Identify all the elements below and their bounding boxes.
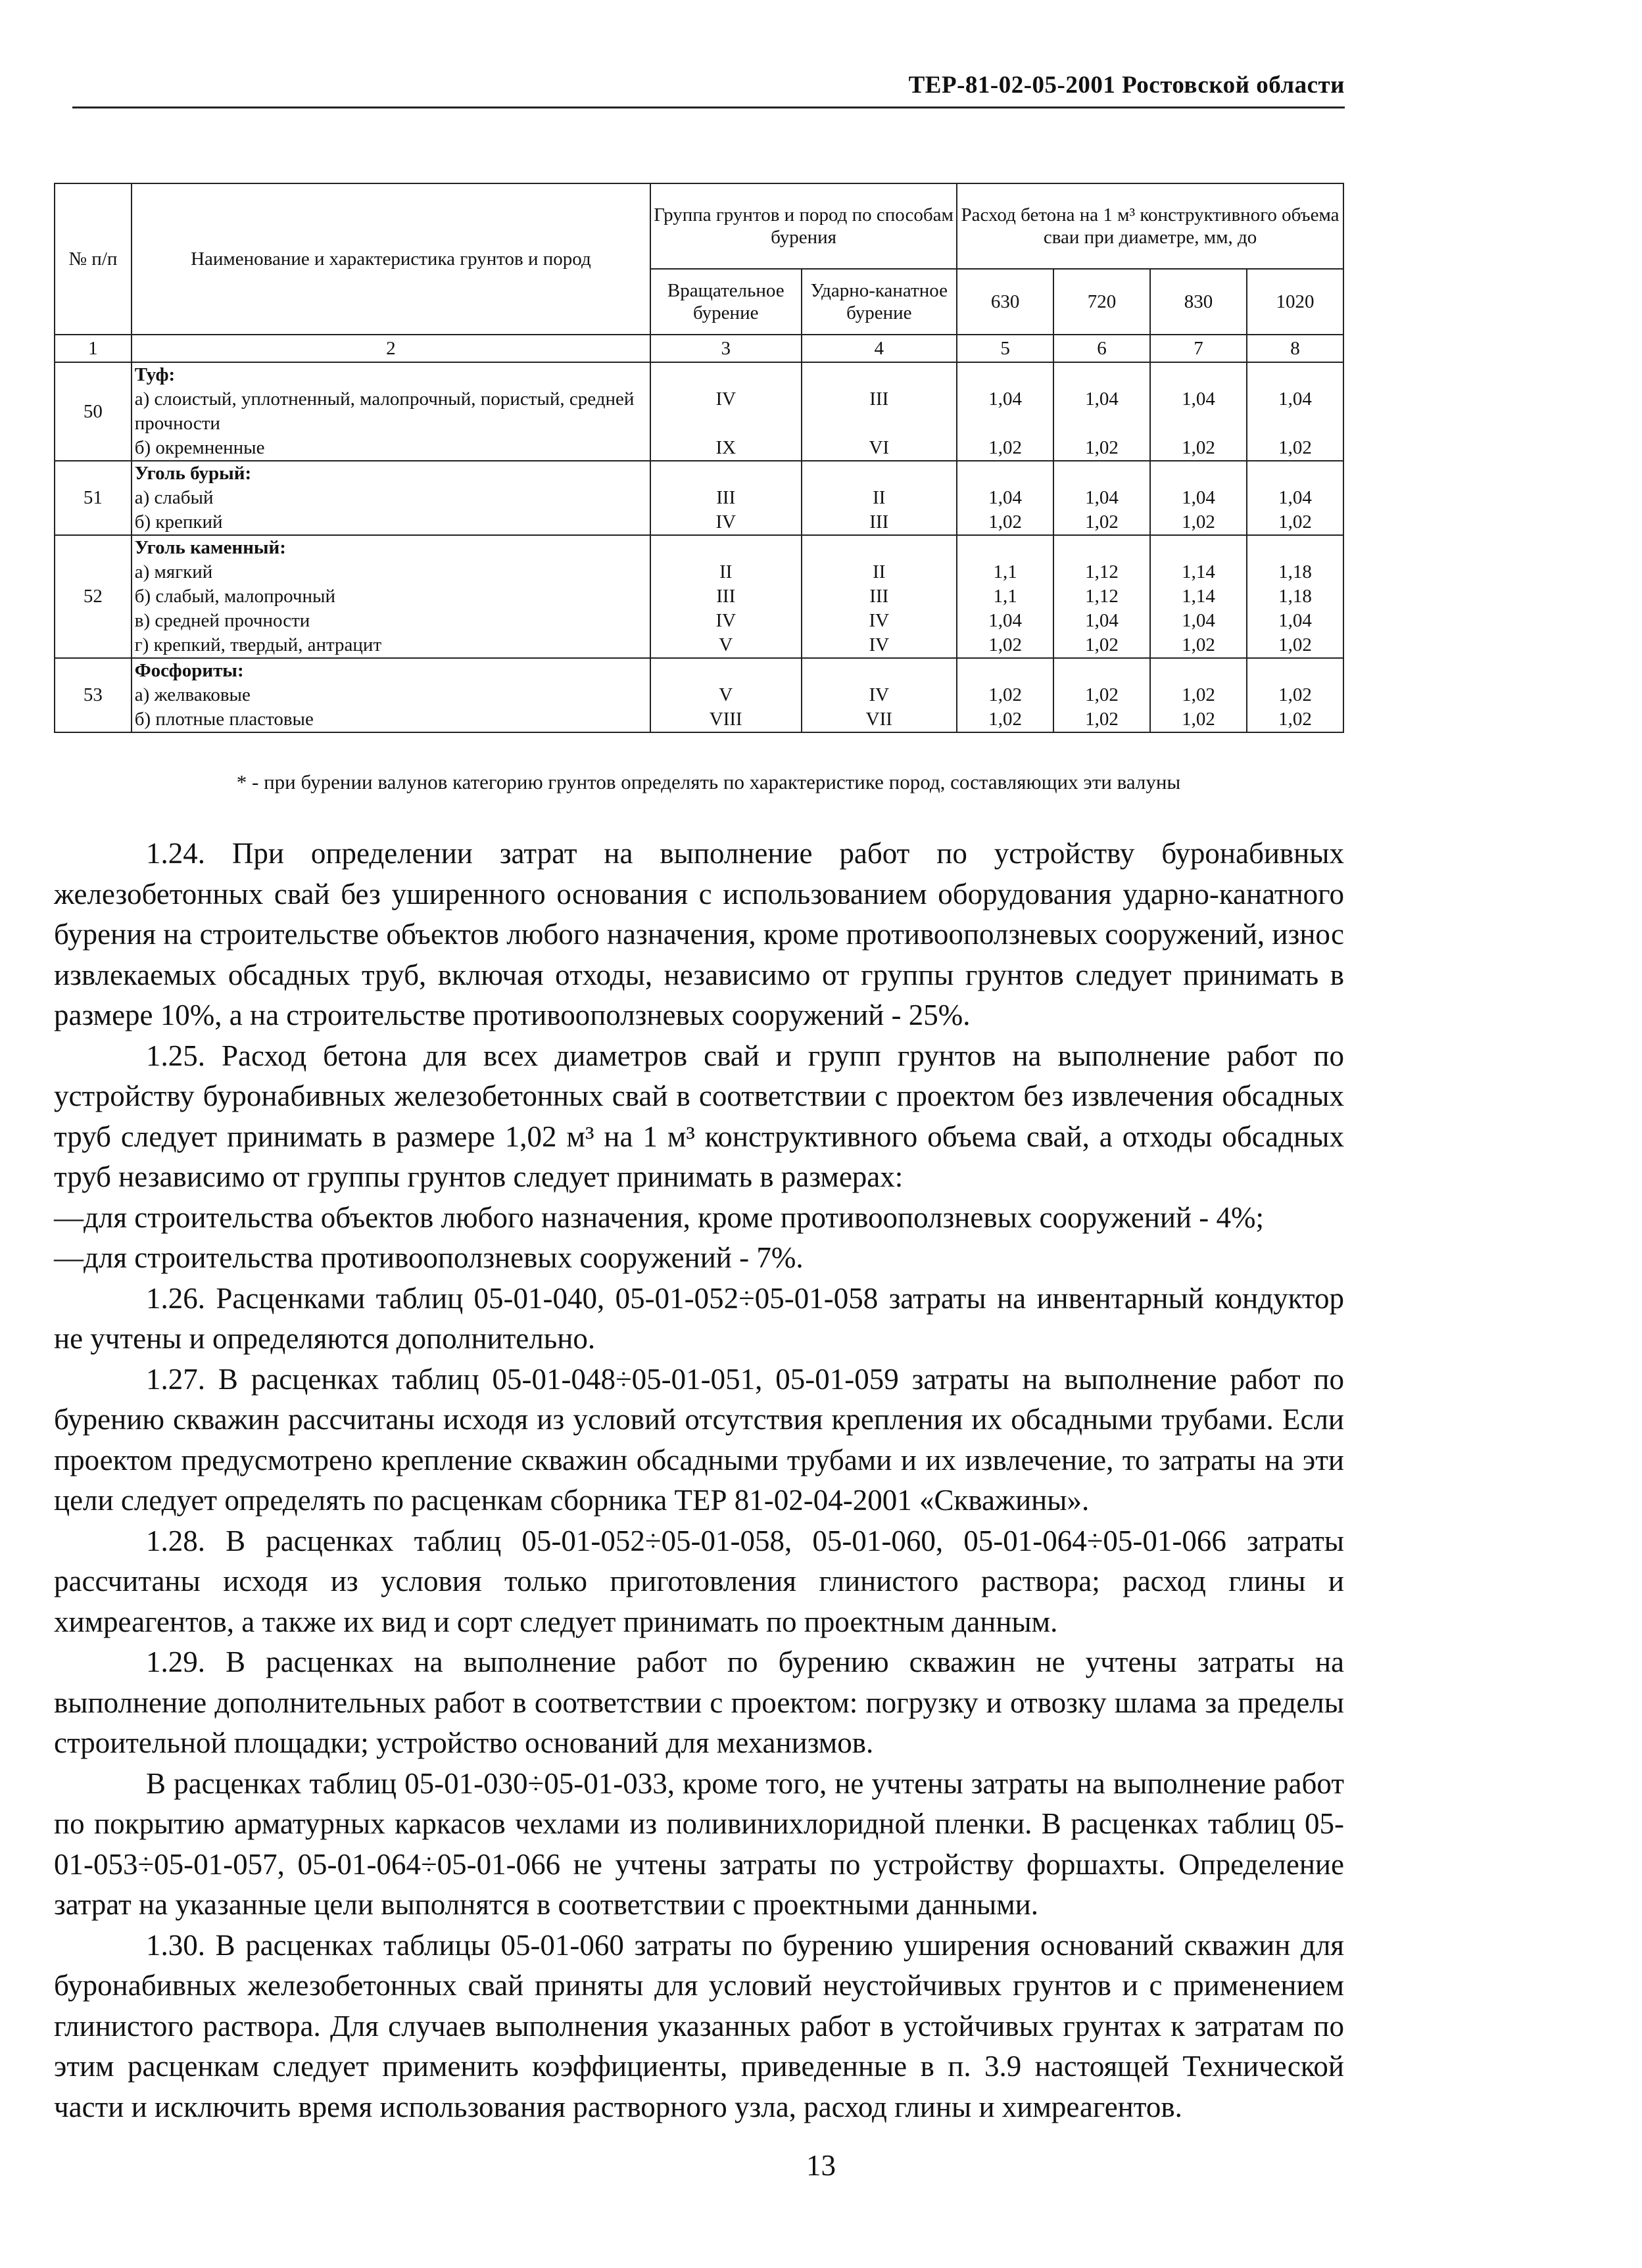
item-name: а) слабый [134, 487, 214, 508]
item-name: г) крепкий, твердый, антрацит [134, 634, 382, 655]
row-number: 50 [55, 362, 132, 461]
concrete-value: 1,14 [1182, 561, 1215, 582]
concrete-value: 1,14 [1182, 586, 1215, 607]
paragraph-1-27: 1.27. В расценках таблиц 05-01-048÷05-01-051, 05-01-059 затраты на выполнение работ по бурению скважин рассчитаны исходя из условий отсутствия крепления их обсадными трубами. Если проектом предусмотрено крепление скважин обсадными трубами и их извлечение, то затраты на эти цели следует определять по расценкам сборника ТЕР 81-02-04-2001 «Скважины». [54, 1362, 1344, 1517]
item-name: а) слоистый, уплотненный, малопрочный, пористый, средней прочности [134, 389, 635, 434]
concrete-value: 1,02 [988, 437, 1022, 458]
column-index: 4 [802, 335, 957, 362]
concrete-value: 1,02 [1182, 684, 1215, 705]
concrete-value: 1,02 [1085, 437, 1119, 458]
table-row-group-51 [55, 461, 1343, 535]
column-index: 6 [1053, 335, 1150, 362]
item-name: а) желваковые [134, 684, 251, 705]
paragraph-1-29: 1.29. В расценках на выполнение работ по бурению скважин не учтены затраты на выполнение дополнительных работ в соответствии с проектом: погрузку и отвозку шлама за пределы строительной площадки; устройство оснований для механизмов. [54, 1645, 1344, 1759]
concrete-value: 1,04 [988, 610, 1022, 631]
rotary-group: IV [715, 511, 736, 532]
concrete-value: 1,02 [1182, 634, 1215, 655]
soil-concrete-table [54, 183, 1344, 733]
rotary-group: V [719, 684, 733, 705]
header-no: № п/п [55, 183, 132, 335]
concrete-value: 1,12 [1085, 561, 1119, 582]
concrete-value: 1,04 [988, 487, 1022, 508]
concrete-value: 1,02 [1278, 511, 1312, 532]
concrete-value: 1,02 [1278, 437, 1312, 458]
rotary-group: III [716, 586, 736, 607]
table-row-group-52 [55, 535, 1343, 658]
group-title: Туф: [134, 364, 176, 385]
header-d720: 720 [1053, 269, 1150, 335]
concrete-value: 1,02 [1278, 709, 1312, 730]
item-name: б) слабый, малопрочный [134, 586, 336, 607]
concrete-value: 1,02 [1182, 511, 1215, 532]
item-name: б) плотные пластовые [134, 709, 314, 730]
column-index: 3 [650, 335, 802, 362]
row-number: 51 [55, 461, 132, 535]
percussion-group: IV [869, 634, 890, 655]
item-name: б) крепкий [134, 511, 223, 532]
group-title: Уголь каменный: [134, 537, 286, 558]
concrete-value: 1,04 [1278, 610, 1312, 631]
paragraph-1-28: 1.28. В расценках таблиц 05-01-052÷05-01-058, 05-01-060, 05-01-064÷05-01-066 затраты рассчитаны исходя из условия только приготовления глинистого раствора; расход глины и химреагентов, а также их вид и сорт следует принимать по проектным данным. [54, 1524, 1344, 1638]
concrete-value: 1,02 [988, 634, 1022, 655]
table-footnote: * - при бурении валунов категорию грунтов определять по характеристике пород, составляющих эти валуны [236, 770, 1181, 793]
paragraph-1-26: 1.26. Расценками таблиц 05-01-040, 05-01-052÷05-01-058 затраты на инвентарный кондуктор не учтены и определяются дополнительно. [54, 1281, 1344, 1355]
concrete-value: 1,02 [988, 684, 1022, 705]
percussion-group: IV [869, 684, 890, 705]
percussion-group: III [869, 586, 889, 607]
concrete-value: 1,04 [1278, 389, 1312, 410]
paragraph-1-30: 1.30. В расценках таблицы 05-01-060 затраты по бурению уширения оснований скважин для буронабивных железобетонных свай приняты для условий неустойчивых грунтов и с применением глинистого раствора. Для случаев выполнения указанных работ в устойчивых грунтах к затратам по этим расценкам следует применить коэффициенты, приведенные в п. 3.9 настоящей Технической части и исключить время использования растворного узла, расход глины и химреагентов. [54, 1928, 1344, 2123]
paragraph-1-25: 1.25. Расход бетона для всех диаметров свай и групп грунтов на выполнение работ по устройству буронабивных железобетонных свай в соответствии с проектом без извлечения обсадных труб следует принимать в размере 1,02 м³ на 1 м³ конструктивного объема свай, а отходы обсадных труб независимо от группы грунтов следует принимать в размерах: [54, 1039, 1344, 1193]
page-number: 13 [806, 2149, 836, 2182]
column-index: 1 [55, 335, 132, 362]
concrete-value: 1,02 [1085, 511, 1119, 532]
rotary-group: IV [715, 610, 736, 631]
percussion-group: IV [869, 610, 890, 631]
concrete-value: 1,04 [1085, 610, 1119, 631]
concrete-value: 1,02 [1278, 684, 1312, 705]
paragraph-1-24: 1.24. При определении затрат на выполнение работ по устройству буронабивных железобетонных свай без уширенного основания с использованием оборудования ударно-канатного бурения на строительстве объектов любого назначения, кроме противооползневых сооружений, износ извлекаемых обсадных труб, включая отходы, независимо от группы грунтов следует принимать в размере 10%, а на строительстве противооползневых сооружений - 25%. [54, 837, 1344, 1031]
concrete-value: 1,02 [988, 511, 1022, 532]
dash-item: —для строительства объектов любого назначения, кроме противооползневых сооружений - 4%; [54, 1200, 1265, 1234]
concrete-value: 1,1 [993, 561, 1017, 582]
percussion-group: II [873, 487, 886, 508]
header-rotary: Вращательное бурение [650, 269, 802, 335]
concrete-value: 1,04 [988, 389, 1022, 410]
paragraph-1-29-continued: В расценках таблиц 05-01-030÷05-01-033, кроме того, не учтены затраты на выполнение работ по покрытию арматурных каркасов чехлами из поливинихлоридной пленки. В расценках таблиц 05-01-053÷05-01-057, 05-01-064÷05-01-066 не учтены затраты по устройству форшахты. Определение затрат на указанные цели выполнятся в соответствии с проектными данными. [54, 1766, 1344, 1921]
percussion-group: VI [869, 437, 890, 458]
item-name: б) окремненные [134, 437, 265, 458]
header-consumption: Расход бетона на 1 м³ конструктивного объема сваи при диаметре, мм, до [957, 183, 1343, 269]
concrete-value: 1,02 [1278, 634, 1312, 655]
header-d630: 630 [957, 269, 1053, 335]
concrete-value: 1,02 [988, 709, 1022, 730]
concrete-value: 1,04 [1278, 487, 1312, 508]
column-index: 8 [1247, 335, 1343, 362]
concrete-value: 1,02 [1182, 437, 1215, 458]
concrete-value: 1,04 [1085, 487, 1119, 508]
row-number: 52 [55, 535, 132, 658]
concrete-value: 1,02 [1182, 709, 1215, 730]
concrete-value: 1,04 [1182, 389, 1215, 410]
rotary-group: VIII [709, 709, 742, 730]
dash-item: —для строительства противооползневых сооружений - 7%. [54, 1241, 804, 1274]
header-group: Группа грунтов и пород по способам бурения [650, 183, 957, 269]
rotary-group: III [716, 487, 736, 508]
rotary-group: V [719, 634, 733, 655]
concrete-value: 1,04 [1085, 389, 1119, 410]
header-d1020: 1020 [1247, 269, 1343, 335]
item-name: в) средней прочности [134, 610, 310, 631]
concrete-value: 1,02 [1085, 634, 1119, 655]
concrete-value: 1,02 [1085, 709, 1119, 730]
item-name: а) мягкий [134, 561, 213, 582]
table-row-group-53 [55, 658, 1343, 732]
concrete-value: 1,02 [1085, 684, 1119, 705]
percussion-group: III [869, 511, 889, 532]
column-index: 5 [957, 335, 1053, 362]
concrete-value: 1,18 [1278, 586, 1312, 607]
rotary-group: IX [715, 437, 736, 458]
header-name: Наименование и характеристика грунтов и пород [132, 183, 650, 335]
technical-part-text [54, 834, 1344, 2127]
group-title: Фосфориты: [134, 660, 244, 681]
percussion-group: III [869, 389, 889, 410]
table-row-group-50 [55, 362, 1343, 461]
concrete-value: 1,04 [1182, 487, 1215, 508]
group-title: Уголь бурый: [134, 463, 252, 484]
running-header: ТЕР-81-02-05-2001 Ростовской области [908, 72, 1345, 99]
column-index-row [55, 335, 1343, 362]
header-rule [72, 106, 1345, 108]
percussion-group: VII [865, 709, 892, 730]
header-percussion: Ударно-канатное бурение [802, 269, 957, 335]
column-index: 2 [132, 335, 650, 362]
rotary-group: IV [715, 389, 736, 410]
rotary-group: II [719, 561, 733, 582]
concrete-value: 1,12 [1085, 586, 1119, 607]
concrete-value: 1,1 [993, 586, 1017, 607]
concrete-value: 1,04 [1182, 610, 1215, 631]
column-index: 7 [1150, 335, 1247, 362]
concrete-value: 1,18 [1278, 561, 1312, 582]
row-number: 53 [55, 658, 132, 732]
percussion-group: II [873, 561, 886, 582]
header-d830: 830 [1150, 269, 1247, 335]
